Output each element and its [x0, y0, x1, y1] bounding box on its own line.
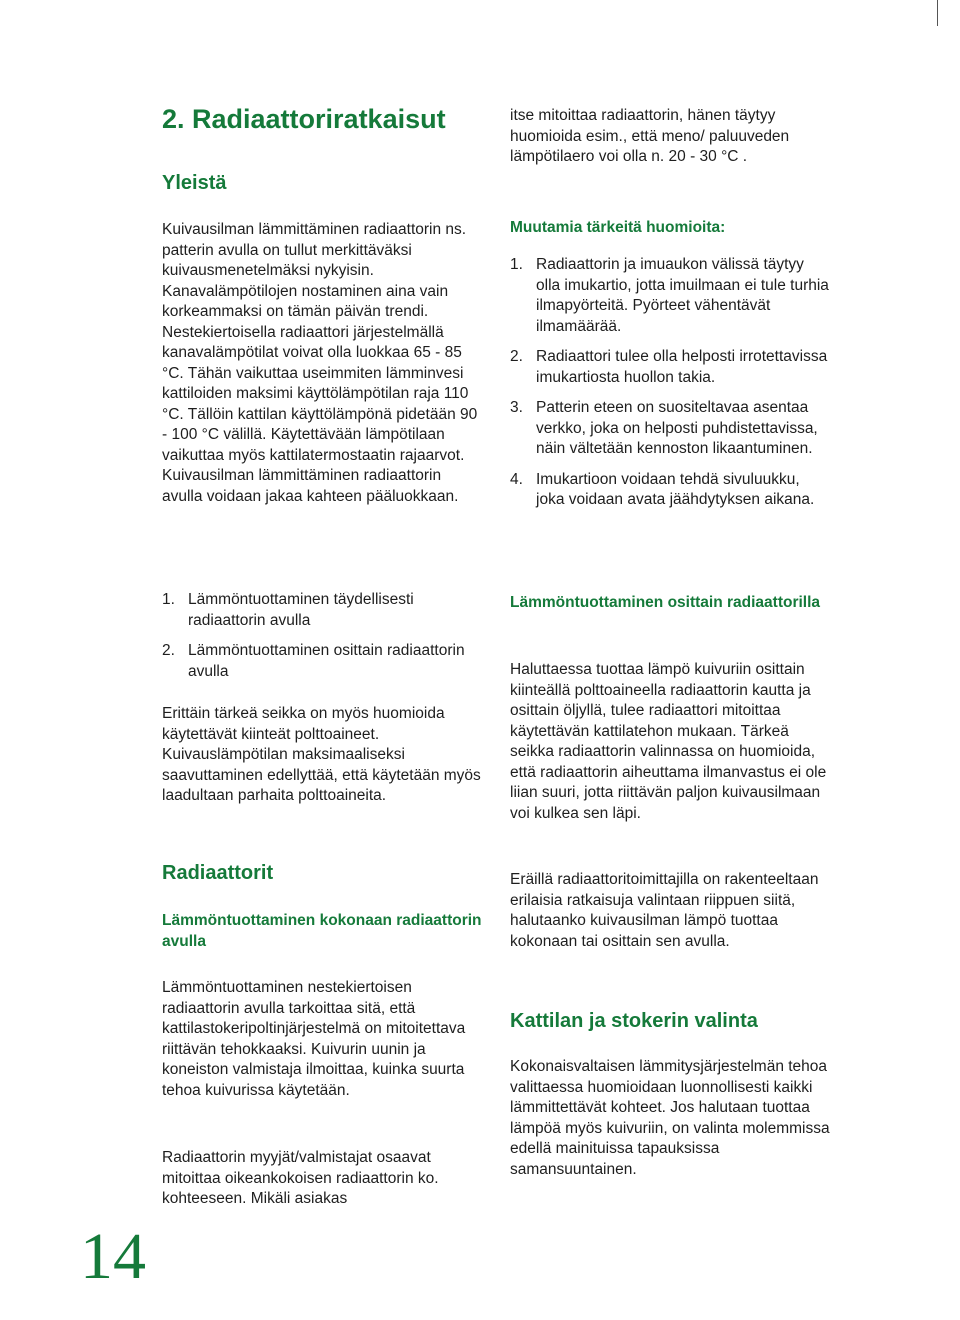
list-item — [510, 470, 832, 511]
paragraph-continuation: itse mitoittaa radiaattorin, hänen täytyy huomioida esim., että meno/ paluuveden lämpötilaero voi olla n. 20 - 30 °C . — [510, 107, 790, 165]
list-item-number: 1. — [162, 591, 175, 608]
classification-list — [162, 590, 484, 692]
paragraph-sellers: Radiaattorin myyjät/valmistajat osaavat mitoittaa oikeankokoisen radiaattorin ko. kohteeseen. Mikäli asiakas — [162, 1149, 439, 1207]
paragraph-kattilan: Kokonaisvaltaisen lämmitysjärjestelmän tehoa valittaessa huomioidaan luonnollisesti kaikki lämmittettävät kohteet. Jos halutaan tuottaa lämpöä myös kuivuriin, on valinta molemmissa edellä mainituissa tapauksissa samansuuntainen. — [510, 1058, 830, 1178]
page-number: 14 — [80, 1220, 146, 1293]
paragraph-osittain: Haluttaessa tuottaa lämpö kuivuriin osittain kiinteällä polttoaineella radiaattorin kautta ja osittain öljyllä, tulee radiaattori mitoittaa käytettävän kattilatehon mukaan. Tärkeä seikka radiaattorin valinnassa on huomioida, että radiaattorin aiheuttama ilmanvastus ei ole liian suuri, jotta riittävän paljon kuivausilmaan voi kulkea sen läpi. — [510, 661, 827, 822]
list-item-text: Radiaattori tulee olla helposti irrotettavissa imukartiosta huollon takia. — [536, 348, 828, 386]
list-item — [162, 641, 484, 682]
list-item-text: Lämmöntuottaminen osittain radiaattorin avulla — [188, 642, 465, 680]
heading-kokonaan: Lämmöntuottaminen kokonaan radiaattorin avulla — [162, 912, 482, 950]
list-item-text: Imukartioon voidaan tehdä sivuluukku, joka voidaan avata jäähdytyksen aikana. — [536, 470, 815, 508]
list-item-number: 1. — [510, 256, 523, 273]
crop-mark — [937, 0, 938, 26]
heading-kattilan: Kattilan ja stokerin valinta — [510, 1010, 758, 1032]
list-item — [510, 347, 832, 388]
heading-osittain: Lämmöntuottaminen osittain radiaattorilla — [510, 594, 821, 611]
list-item-number: 4. — [510, 470, 523, 488]
list-item — [510, 255, 832, 337]
heading-yleista: Yleistä — [162, 172, 227, 194]
list-item-text: Patterin eteen on suositeltavaa asentaa verkko, joka on helposti puhdistettavissa, näin vältetään kennoston likaantuminen. — [536, 399, 818, 457]
paragraph-intro: Kuivausilman lämmittäminen radiaattorin ns. patterin avulla on tullut merkittäväksi kuivausmenetelmäksi nykyisin. Kanavalämpötilojen nostaminen aina vain korkeammaksi on tämän päivän trendi. Nestekiertoisella radiaattori järjestelmällä kanavalämpötilat voivat olla luokkaa 65 - 85 °C. Tähän vaikuttaa useimmiten lämminvesi kattiloiden maksimi käyttölämpötilan raja 110 °C. Tällöin kattilan käyttölämpönä pidetään 90 - 100 °C välillä. Käytettävään lämpötilaan vaikuttaa myös kattilatermostaatin rajaarvot. Kuivausilman lämmittäminen radiaattorin avulla voidaan jakaa kahteen pääluokkaan. — [162, 221, 478, 505]
heading-radiaattorit: Radiaattorit — [162, 862, 274, 884]
list-item-number: 3. — [510, 399, 523, 416]
list-item-number: 2. — [162, 642, 175, 659]
list-item-text: Radiaattorin ja imuaukon välissä täytyy olla imukartio, jotta imuilmaan ei tule turhia ilmapyörteitä. Pyörteet vähentävät ilmamäärää. — [536, 256, 829, 335]
page-title: 2. Radiaattoriratkaisut — [162, 104, 446, 134]
notes-list — [510, 255, 832, 521]
list-item-number: 2. — [510, 348, 523, 365]
paragraph-suppliers: Eräillä radiaattoritoimittajilla on rakenteeltaan erilaisia ratkaisuja valintaan riippuen siitä, halutaanko kuivausilman lämpö tuottaa kokonaan tai osittain sen avulla. — [510, 871, 819, 950]
list-item — [162, 590, 484, 631]
paragraph-kokonaan: Lämmöntuottaminen nestekiertoisen radiaattorin avulla tarkoittaa sitä, että kattilastokeripoltinjärjestelmä on mitoitettava riittävän tehokkaaksi. Kuivurin uunin ja koneiston valmistaja ilmoittaa, kuinka suurta tehoa kuivurissa käytetään. — [162, 979, 466, 1099]
list-item-text: Lämmöntuottaminen täydellisesti radiaattorin avulla — [188, 591, 414, 629]
list-item — [510, 398, 832, 460]
paragraph-fuels: Erittäin tärkeä seikka on myös huomioida käytettävät kiinteät polttoaineet. Kuivauslämpötilan maksimaaliseksi saavuttaminen edellyttää, että käytetään myös laadultaan parhaita polttoaineita. — [162, 705, 481, 804]
heading-huomioita: Muutamia tärkeitä huomioita: — [510, 219, 726, 236]
